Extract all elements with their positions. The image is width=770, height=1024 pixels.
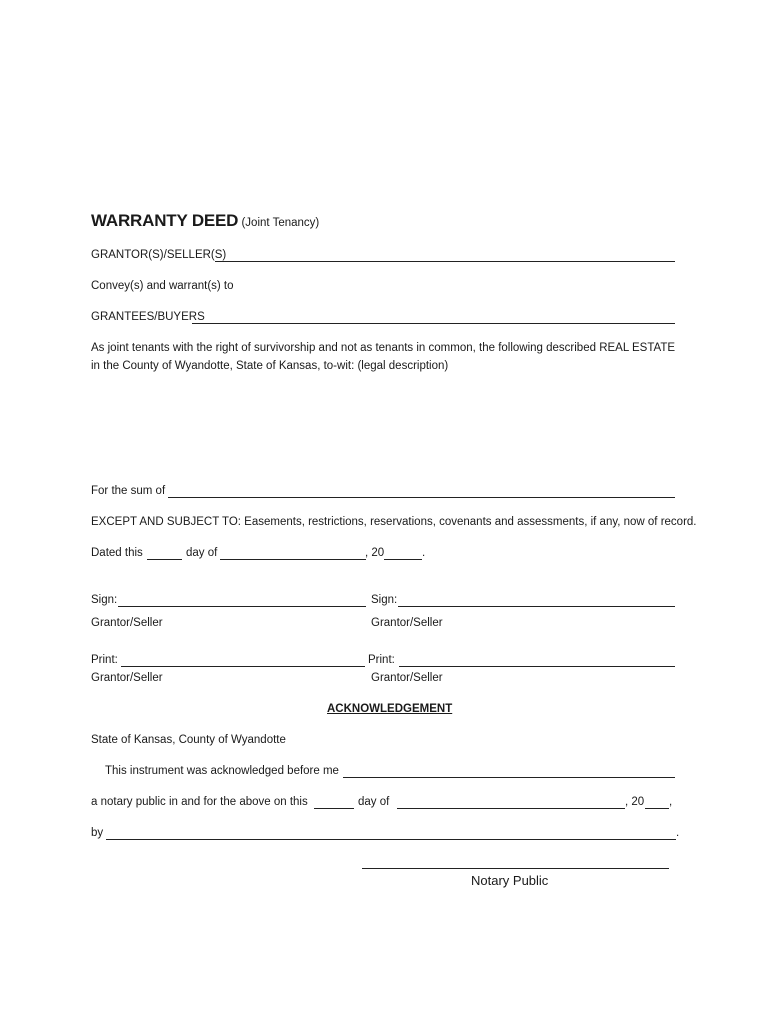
dated-prefix: Dated this [91, 547, 143, 559]
notary-line-end: , [669, 796, 673, 808]
by-label: by [91, 827, 104, 839]
by-field[interactable] [106, 839, 676, 840]
notary-public-caption: Notary Public [471, 873, 549, 888]
grantor-seller-caption-1: Grantor/Seller [91, 617, 163, 629]
sign-label-right: Sign: [371, 594, 398, 606]
notary-month-field[interactable] [397, 808, 625, 809]
instrument-text: This instrument was acknowledged before me [105, 765, 339, 777]
grantees-label: GRANTEES/BUYERS [91, 311, 205, 323]
print-label-right: Print: [368, 654, 395, 666]
sign-field-left[interactable] [118, 606, 366, 607]
dated-month-field[interactable] [220, 559, 366, 560]
dated-day-of: day of [186, 547, 218, 559]
grantor-seller-caption-2: Grantor/Seller [371, 617, 443, 629]
sum-field[interactable] [168, 497, 675, 498]
joint-tenancy-text-2: in the County of Wyandotte, State of Kansas, to-wit: (legal description) [91, 360, 449, 372]
grantor-seller-caption-3: Grantor/Seller [91, 672, 163, 684]
dated-year-field[interactable] [384, 559, 422, 560]
grantor-seller-caption-4: Grantor/Seller [371, 672, 443, 684]
sum-label: For the sum of [91, 485, 166, 497]
grantor-field[interactable] [215, 261, 675, 262]
by-end: . [676, 827, 680, 839]
sign-field-right[interactable] [398, 606, 675, 607]
dated-year-prefix: , 20 [365, 547, 385, 559]
notary-year-prefix: , 20 [625, 796, 645, 808]
notary-day-field[interactable] [314, 808, 354, 809]
notary-on-this-text: a notary public in and for the above on this [91, 796, 308, 808]
acknowledged-before-field[interactable] [343, 777, 675, 778]
grantor-label: GRANTOR(S)/SELLER(S) [91, 249, 227, 261]
notary-signature-field[interactable] [362, 868, 669, 869]
print-label-left: Print: [91, 654, 118, 666]
sign-label-left: Sign: [91, 594, 118, 606]
title-text: WARRANTY DEED [91, 211, 239, 230]
subtitle-text: (Joint Tenancy) [241, 217, 320, 229]
dated-day-field[interactable] [147, 559, 182, 560]
state-county-text: State of Kansas, County of Wyandotte [91, 734, 286, 746]
convey-text: Convey(s) and warrant(s) to [91, 280, 234, 292]
joint-tenancy-text-1: As joint tenants with the right of survivorship and not as tenants in common, the following described REAL ESTATE [91, 342, 676, 354]
except-text: EXCEPT AND SUBJECT TO: Easements, restrictions, reservations, covenants and assessments, if any, now of record. [91, 516, 697, 528]
grantees-field[interactable] [192, 323, 675, 324]
deed-title [91, 211, 319, 231]
print-field-right[interactable] [399, 666, 675, 667]
notary-year-field[interactable] [645, 808, 669, 809]
dated-end: . [422, 547, 426, 559]
notary-day-of: day of [358, 796, 390, 808]
print-field-left[interactable] [121, 666, 365, 667]
acknowledgement-heading: ACKNOWLEDGEMENT [327, 703, 453, 715]
